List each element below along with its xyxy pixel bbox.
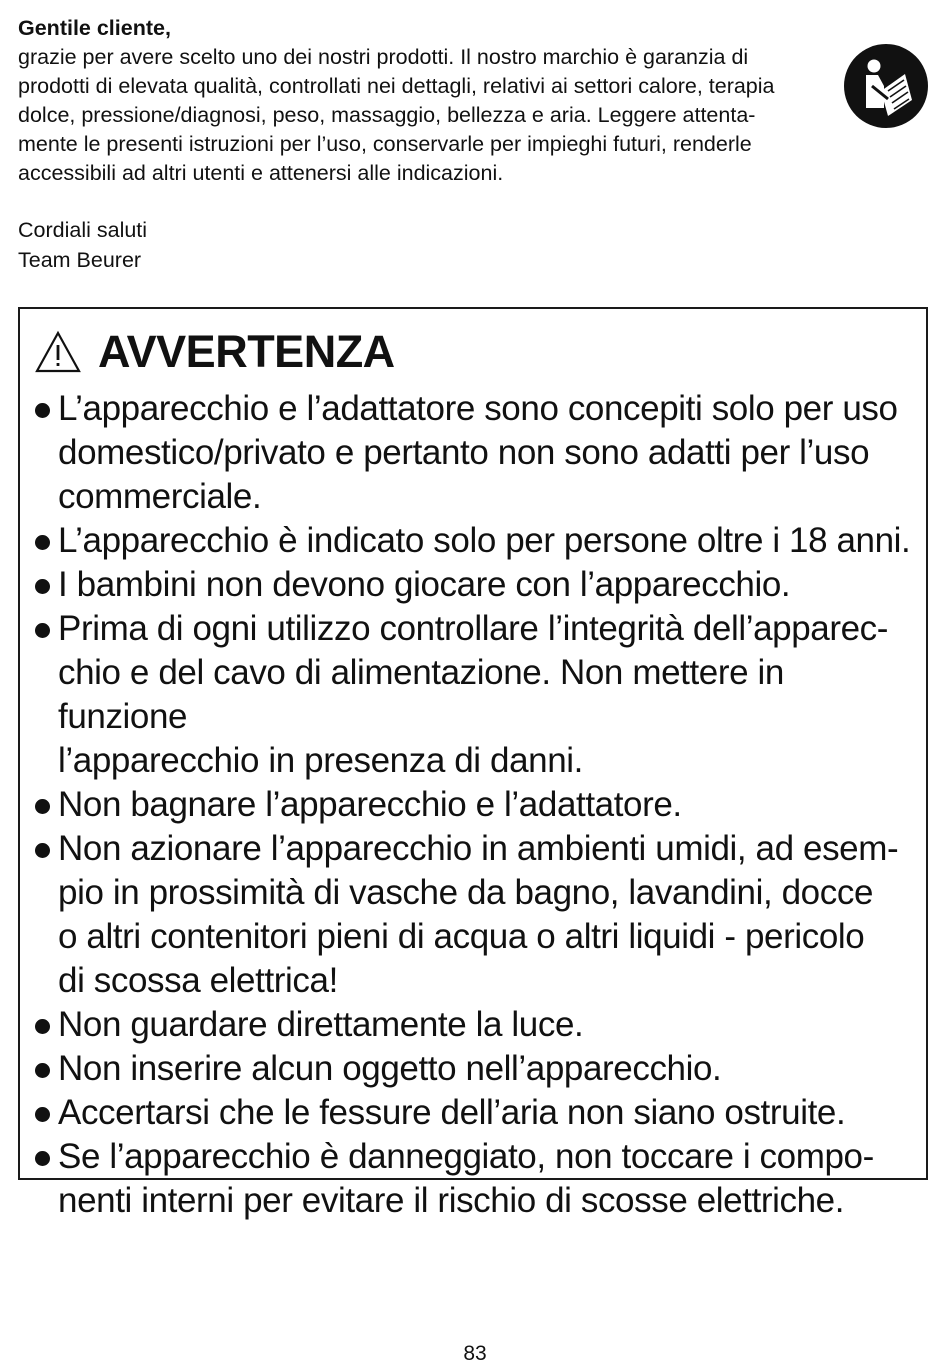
warning-item bbox=[32, 563, 918, 607]
bullet-icon bbox=[35, 1063, 50, 1078]
warning-line: chio e del cavo di alimentazione. Non mettere in funzione bbox=[58, 653, 784, 736]
team-name: Team Beurer bbox=[18, 248, 142, 272]
warning-line: Non inserire alcun oggetto nell’apparecchio. bbox=[58, 1049, 722, 1088]
warning-line: L’apparecchio è indicato solo per persone oltre i 18 anni. bbox=[58, 521, 911, 560]
warning-item bbox=[32, 607, 918, 783]
intro-line: prodotti di elevata qualità, controllati nei dettagli, relativi ai settori calore, terapia bbox=[18, 74, 775, 98]
bullet-icon bbox=[35, 535, 50, 550]
warning-line: nenti interni per evitare il rischio di scosse elettriche. bbox=[58, 1181, 845, 1220]
warning-line: Se l’apparecchio è danneggiato, non toccare i compo- bbox=[58, 1137, 874, 1176]
warning-item bbox=[32, 827, 918, 1003]
intro-line: accessibili ad altri utenti e attenersi alle indicazioni. bbox=[18, 161, 504, 185]
warning-line: pio in prossimità di vasche da bagno, lavandini, docce bbox=[58, 873, 874, 912]
warning-triangle-icon bbox=[34, 330, 82, 374]
intro-line: dolce, pressione/diagnosi, peso, massaggio, bellezza e aria. Leggere attenta- bbox=[18, 103, 756, 127]
intro-line: mente le presenti istruzioni per l’uso, conservarle per impieghi futuri, renderle bbox=[18, 132, 752, 156]
warning-item bbox=[32, 1003, 918, 1047]
bullet-icon bbox=[35, 1151, 50, 1166]
warning-item bbox=[32, 519, 918, 563]
warning-item bbox=[32, 1135, 918, 1223]
warning-item bbox=[32, 1047, 918, 1091]
bullet-icon bbox=[35, 579, 50, 594]
bullet-icon bbox=[35, 843, 50, 858]
warning-item bbox=[32, 783, 918, 827]
intro-line: grazie per avere scelto uno dei nostri prodotti. Il nostro marchio è garanzia di bbox=[18, 45, 749, 69]
warning-box bbox=[18, 307, 928, 1220]
warning-line: l’apparecchio in presenza di danni. bbox=[58, 741, 583, 780]
warning-header bbox=[34, 317, 395, 387]
warning-line: Non guardare direttamente la luce. bbox=[58, 1005, 584, 1044]
warning-item bbox=[32, 1091, 918, 1135]
warning-line: Non azionare l’apparecchio in ambienti umidi, ad esem- bbox=[58, 829, 899, 868]
warning-line: commerciale. bbox=[58, 477, 262, 516]
warning-line: o altri contenitori pieni di acqua o altri liquidi - pericolo bbox=[58, 917, 865, 956]
warning-line: L’apparecchio e l’adattatore sono concepiti solo per uso bbox=[58, 389, 898, 428]
bullet-icon bbox=[35, 1019, 50, 1034]
intro-section bbox=[18, 14, 828, 188]
warning-list bbox=[32, 387, 918, 1223]
closing-text: Cordiali saluti bbox=[18, 218, 148, 242]
bullet-icon bbox=[35, 403, 50, 418]
signoff bbox=[18, 215, 147, 275]
page-number: 83 bbox=[463, 1342, 487, 1365]
warning-line: di scossa elettrica! bbox=[58, 961, 338, 1000]
read-manual-icon bbox=[844, 44, 928, 128]
warning-line: Accertarsi che le fessure dell’aria non siano ostruite. bbox=[58, 1093, 846, 1132]
intro-paragraph bbox=[18, 43, 828, 188]
warning-title: AVVERTENZA bbox=[98, 326, 395, 377]
bullet-icon bbox=[35, 799, 50, 814]
warning-line: Non bagnare l’apparecchio e l’adattatore. bbox=[58, 785, 682, 824]
warning-line: I bambini non devono giocare con l’apparecchio. bbox=[58, 565, 791, 604]
warning-line: Prima di ogni utilizzo controllare l’integrità dell’apparec- bbox=[58, 609, 889, 648]
warning-line: domestico/privato e pertanto non sono adatti per l’uso bbox=[58, 433, 870, 472]
bullet-icon bbox=[35, 623, 50, 638]
warning-item bbox=[32, 387, 918, 519]
greeting: Gentile cliente, bbox=[18, 16, 171, 40]
bullet-icon bbox=[35, 1107, 50, 1122]
